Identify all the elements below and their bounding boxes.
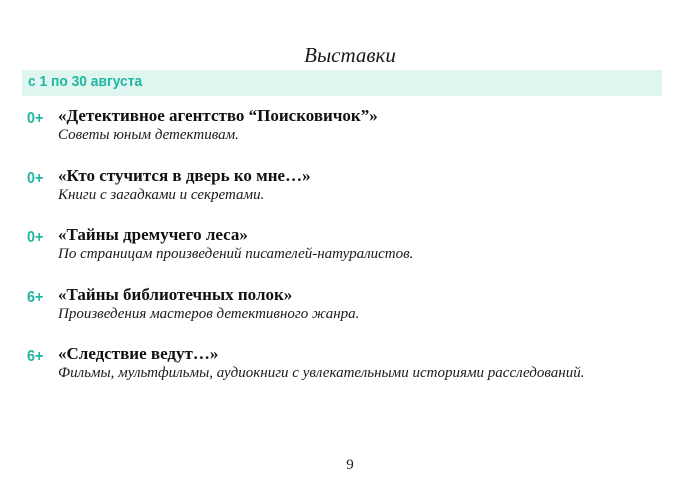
age-rating-badge: 0+: [27, 229, 44, 246]
age-rating-badge: 6+: [27, 348, 44, 365]
event-title: «Следствие ведут…»: [58, 344, 219, 363]
event-description: Книги с загадками и секретами.: [58, 187, 265, 203]
page-number: 9: [346, 457, 354, 473]
age-rating-badge: 6+: [27, 289, 44, 306]
event-title: «Тайны библиотечных полок»: [58, 285, 293, 304]
date-range-label: с 1 по 30 августа: [28, 73, 143, 90]
event-description: По страницам произведений писателей-натуралистов.: [58, 246, 414, 262]
age-rating-badge: 0+: [27, 170, 44, 187]
event-description: Фильмы, мультфильмы, аудиокниги с увлекательными историями расследований.: [58, 365, 585, 381]
section-title: Выставки: [304, 43, 396, 67]
event-description: Произведения мастеров детективного жанра.: [58, 306, 360, 322]
age-rating-badge: 0+: [27, 110, 44, 127]
event-title: «Кто стучится в дверь ко мне…»: [58, 166, 311, 185]
date-band: [22, 70, 662, 96]
event-title: «Детективное агентство “Поисковичок”»: [58, 106, 378, 125]
event-description: Советы юным детективам.: [58, 127, 239, 143]
event-title: «Тайны дремучего леса»: [58, 225, 248, 244]
